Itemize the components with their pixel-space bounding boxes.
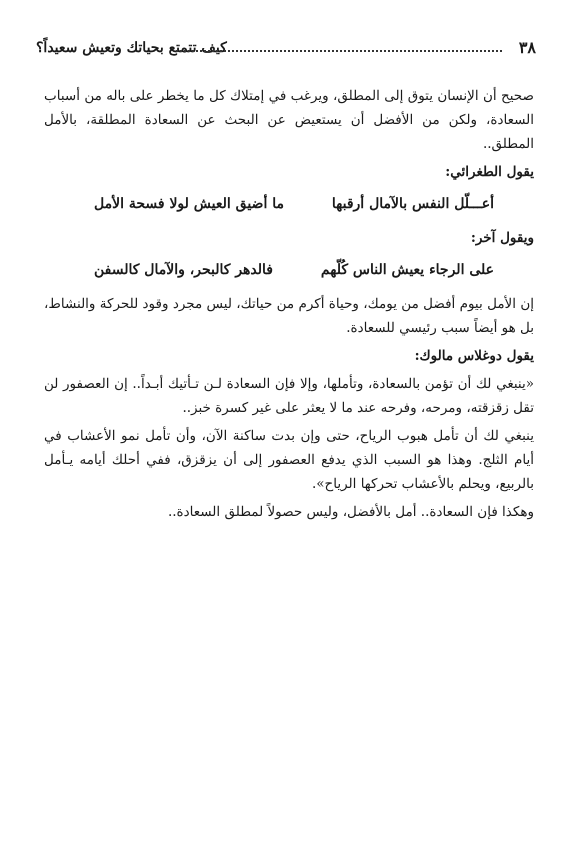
verse-2-second-hemistich: فالدهر كالبحر، والآمال كالسفن (94, 262, 273, 278)
paragraph-2: إن الأمل بيوم أفضل من يومك، وحياة أكرم من حياتك، ليس مجرد وقود للحركة والنشاط، بل هو أيضاً سبب رئيسي للسعادة. (44, 296, 534, 336)
quote-attribution-3: يقول دوغلاس مالوك: (414, 348, 534, 364)
verse-2-first-hemistich: على الرجاء يعيش الناس كُلّهم (320, 262, 494, 278)
page-body (44, 84, 534, 528)
quote-attribution-1: يقول الطغرائي: (445, 164, 534, 180)
verse-1-second-hemistich: ما أضيق العيش لولا فسحة الأمل (94, 196, 284, 212)
page-number: ٣٨ (518, 38, 536, 57)
verse-1-first-hemistich: أعـــلّل النفس بالآمال أرقبها (331, 196, 494, 212)
verse-2 (94, 258, 494, 282)
page-header (36, 38, 536, 64)
paragraph-1: صحيح أن الإنسان يتوق إلى المطلق، ويرغب في إمتلاك كل ما يخطر على باله من أسباب السعادة، ولكن من الأفضل أن يستعيض عن البحث عن السعادة المطلقة، بالأمل المطلق.. (44, 88, 534, 152)
paragraph-5: وهكذا فإن السعادة.. أمل بالأفضل، وليس حصولاً لمطلق السعادة.. (167, 504, 534, 520)
paragraph-4: ينبغي لك أن تأمل هبوب الرياح، حتى وإن بدت ساكنة الآن، وأن تأمل نمو الأعشاب في أيام الثلج. وهذا هو السبب الذي يدفع العصفور إلى أن يزقزق، ففي أحلك أيامه يـأمل بالربيع، ويحلم بالأعشاب تحركها الرياح». (44, 428, 534, 492)
dotted-leader (176, 44, 502, 52)
quote-attribution-2: ويقول آخر: (470, 230, 534, 246)
verse-1 (94, 192, 494, 216)
running-title: كيف تتمتع بحياتك وتعيش سعيداً؟ (36, 40, 227, 56)
paragraph-3: «ينبغي لك أن تؤمن بالسعادة، وتأملها، وإلا فإن السعادة لـن تـأتيك أبـداً.. إن العصفور لن تقل زقزقته، ومرحه، وفرحه عند ما لا يعثر على غير كسرة خبز.. (44, 376, 534, 416)
